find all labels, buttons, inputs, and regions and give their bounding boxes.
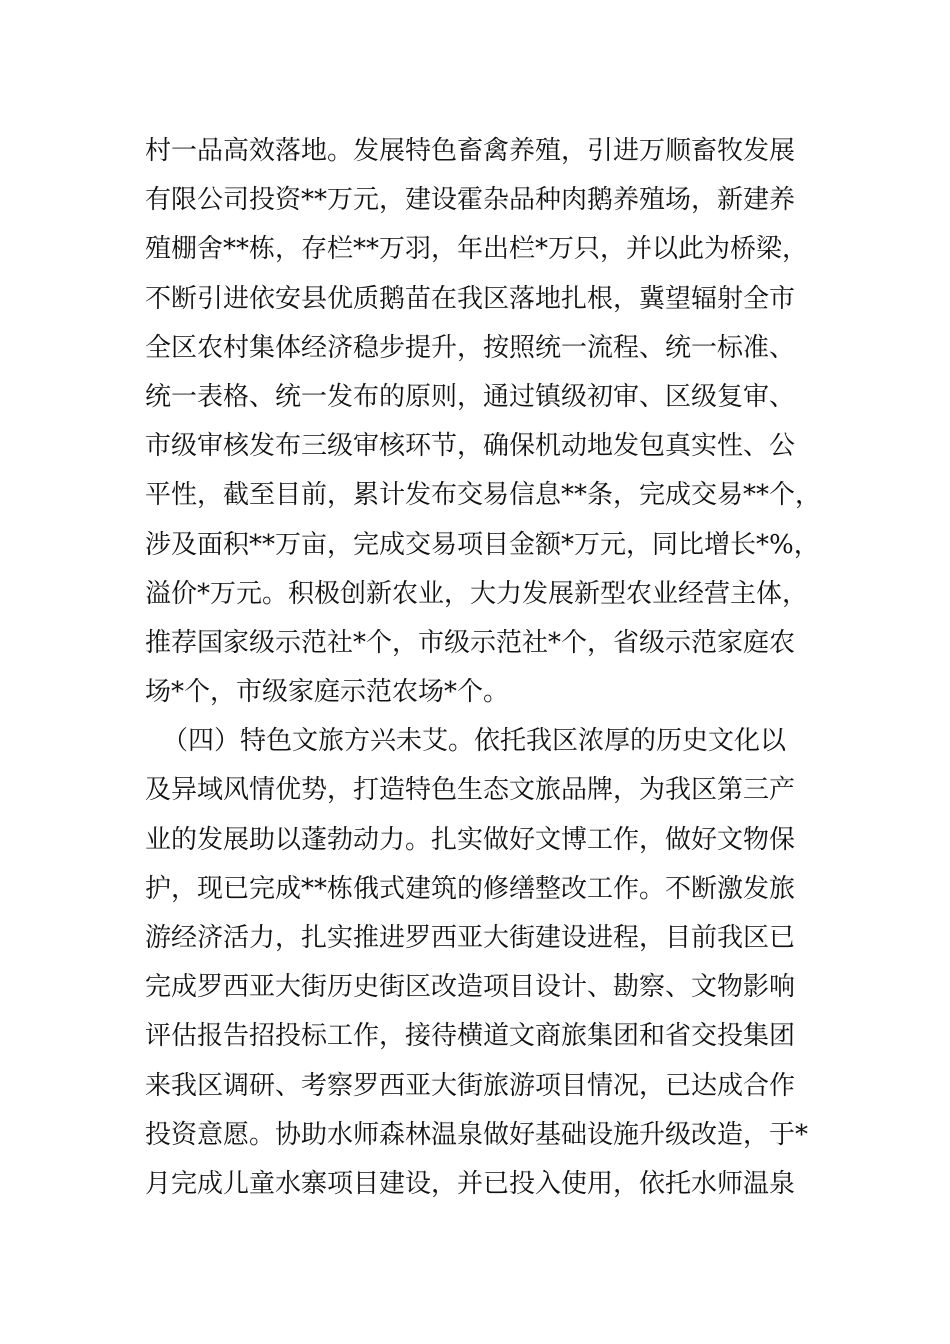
text-line: 涉及面积**万亩，完成交易项目金额*万元，同比增长*%，: [145, 529, 820, 560]
text-line: 不断引进依安县优质鹅苗在我区落地扎根，冀望辐射全市: [145, 283, 796, 314]
text-line: 场*个，市级家庭示范农场*个。: [145, 677, 510, 708]
text-line: 推荐国家级示范社*个，市级示范社*个，省级示范家庭农: [145, 627, 796, 658]
text-line: 统一表格、统一发布的原则，通过镇级初审、区级复审、: [145, 381, 796, 412]
text-line: 市级审核发布三级审核环节，确保机动地发包真实性、公: [145, 431, 796, 462]
text-line: 完成罗西亚大街历史街区改造项目设计、勘察、文物影响: [145, 972, 796, 1003]
text-line: 游经济活力，扎实推进罗西亚大街建设进程，目前我区已: [145, 923, 796, 953]
text-line: 平性，截至目前，累计发布交易信息**条，完成交易**个，: [145, 480, 822, 511]
text-line: 月完成儿童水寨项目建设，并已投入使用，依托水师温泉: [145, 1168, 796, 1199]
paragraph-start-line: （四）特色文旅方兴未艾。依托我区浓厚的历史文化以: [162, 726, 787, 757]
text-line: 护，现已完成**栋俄式建筑的修缮整改工作。不断激发旅: [145, 873, 796, 904]
text-line: 投资意愿。协助水师森林温泉做好基础设施升级改造，于*: [145, 1119, 809, 1150]
text-line: 全区农村集体经济稳步提升，按照统一流程、统一标准、: [145, 332, 796, 363]
text-line: 殖棚舍**栋，存栏**万羽，年出栏*万只，并以此为桥梁，: [145, 234, 809, 265]
text-line: 村一品高效落地。发展特色畜禽养殖，引进万顺畜牧发展: [145, 136, 796, 166]
body-text: [145, 127, 835, 1209]
text-line: 溢价*万元。积极创新农业，大力发展新型农业经营主体，: [145, 578, 809, 609]
text-line: 评估报告招投标工作，接待横道文商旅集团和省交投集团: [145, 1021, 796, 1052]
text-line: 业的发展助以蓬勃动力。扎实做好文博工作，做好文物保: [145, 824, 796, 855]
text-line: 有限公司投资**万元，建设霍杂品种肉鹅养殖场，新建养: [145, 185, 796, 216]
text-line: 及异域风情优势，打造特色生态文旅品牌，为我区第三产: [145, 775, 796, 806]
text-line: 来我区调研、考察罗西亚大街旅游项目情况，已达成合作: [145, 1070, 796, 1101]
